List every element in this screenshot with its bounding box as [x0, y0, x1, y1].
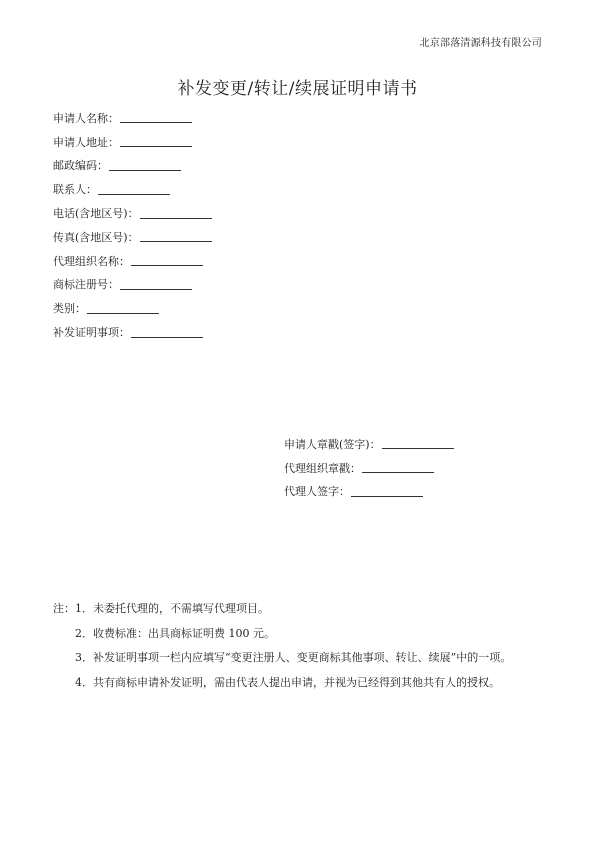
notes-prefix: 注：: [53, 602, 75, 616]
blank-line[interactable]: [382, 438, 454, 449]
field-label: 邮政编码：: [53, 159, 108, 173]
note-item: [53, 645, 511, 670]
field-reissue-matter: [53, 320, 212, 344]
document-title: 补发变更/转让/续展证明申请书: [177, 79, 418, 99]
blank-line[interactable]: [120, 112, 192, 123]
blank-line[interactable]: [140, 231, 212, 242]
note-text: 4．共有商标申请补发证明，需由代表人提出申请，并视为已经得到其他共有人的授权。: [75, 675, 500, 689]
company-name: 北京部落清源科技有限公司: [419, 38, 542, 49]
field-label: 申请人名称：: [53, 111, 119, 125]
field-applicant-name: [53, 106, 212, 130]
field-label: 商标注册号：: [53, 278, 119, 292]
field-label: 电话(含地区号)：: [53, 207, 139, 221]
signature-block: [284, 432, 454, 503]
blank-line[interactable]: [98, 184, 170, 195]
field-label: 申请人章戳(签字)：: [284, 437, 381, 451]
blank-line[interactable]: [140, 208, 212, 219]
field-label: 类别：: [53, 302, 86, 316]
notes-section: [53, 596, 511, 694]
field-label: 代理组织名称：: [53, 254, 130, 268]
field-telephone: [53, 201, 212, 225]
field-label: 传真(含地区号)：: [53, 230, 139, 244]
blank-line[interactable]: [87, 303, 159, 314]
note-item: [53, 596, 511, 621]
field-label: 补发证明事项：: [53, 326, 130, 340]
field-class: [53, 296, 212, 320]
field-label: 联系人：: [53, 183, 97, 197]
note-item: [53, 621, 511, 646]
blank-line[interactable]: [120, 136, 192, 147]
applicant-fields: [53, 106, 212, 344]
note-text: 1．未委托代理的，不需填写代理项目。: [75, 602, 269, 616]
note-item: [53, 670, 511, 695]
field-fax: [53, 225, 212, 249]
blank-line[interactable]: [109, 160, 181, 171]
field-label: 代理组织章戳：: [284, 461, 361, 475]
blank-line[interactable]: [351, 486, 423, 497]
blank-line[interactable]: [120, 279, 192, 290]
blank-line[interactable]: [131, 327, 203, 338]
field-applicant-address: [53, 130, 212, 154]
note-text: 2．收费标准：出具商标证明费 100 元。: [75, 626, 275, 640]
field-registration-number: [53, 273, 212, 297]
field-label: 代理人签字：: [284, 485, 350, 499]
field-postal-code: [53, 154, 212, 178]
field-contact-person: [53, 177, 212, 201]
sign-applicant-seal: [284, 432, 454, 456]
note-text: 3．补发证明事项一栏内应填写“变更注册人、变更商标其他事项、转让、续展”中的一项。: [75, 651, 512, 665]
blank-line[interactable]: [362, 462, 434, 473]
sign-agent-signature: [284, 480, 454, 504]
field-label: 申请人地址：: [53, 135, 119, 149]
sign-agency-seal: [284, 456, 454, 480]
blank-line[interactable]: [131, 255, 203, 266]
field-agency-name: [53, 249, 212, 273]
